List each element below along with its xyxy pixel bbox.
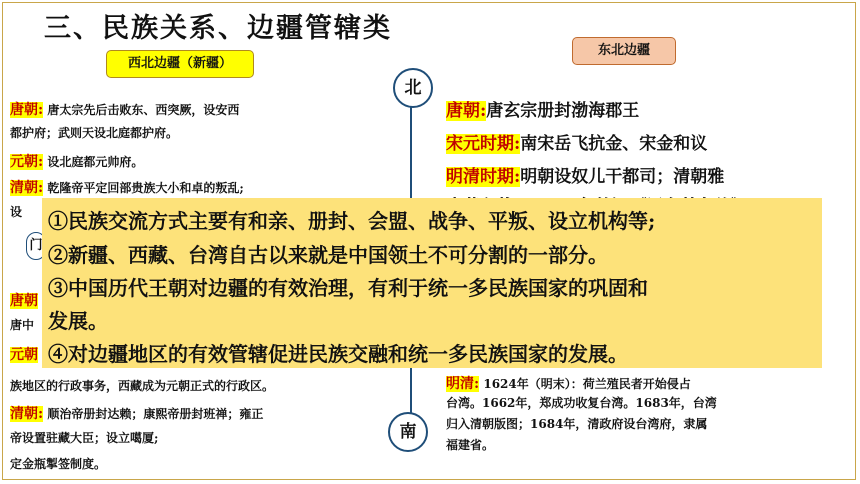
tibet-tang-cut-text: 唐中 [10, 318, 35, 332]
tibet-yuan-label: 元朝 [10, 347, 38, 363]
ne-tang-entry [446, 96, 639, 121]
nw-qing-text: 乾隆帝平定回部贵族大小和卓的叛乱; [47, 181, 244, 195]
summary-point-4: ④对边疆地区的有效管辖促进民族交融和统一多民族国家的发展。 [48, 342, 628, 366]
tibet-qing-entry [10, 403, 263, 423]
ne-mingqing-label: 明清时期: [446, 167, 521, 187]
summary-point-3-cont: 发展。 [48, 309, 108, 333]
taiwan-ming-text-4: 福建省。 [446, 438, 495, 452]
summary-point-3: ③中国历代王朝对边疆的有效治理，有利于统一多民族国家的巩固和 [48, 276, 648, 300]
ne-songyuan-label: 宋元时期: [446, 134, 521, 154]
nw-qing-entry [10, 177, 244, 197]
tibet-yuan-text: 族地区的行政事务，西藏成为元朝正式的行政区。 [10, 379, 275, 393]
ne-mingqing-entry [446, 162, 724, 187]
taiwan-ming-text-1: 1624年（明末）：荷兰殖民者开始侵占 [483, 377, 691, 391]
tibet-qing-text-2: 帝设置驻藏大臣；设立噶厦; [10, 431, 159, 445]
ne-songyuan-text: 南宋岳飞抗金、宋金和议 [520, 134, 708, 154]
nw-tang-entry [10, 99, 239, 119]
northwest-region-tag: 西北边疆（新疆） [106, 50, 254, 78]
ne-mingqing-text: 明朝设奴儿干都司；清朝雅 [520, 167, 725, 187]
nw-tang-text: 唐太宗先后击败东、西突厥，设安西 [47, 103, 240, 117]
nw-qing-cut-text: 设 [10, 205, 23, 219]
taiwan-ming-entry [446, 373, 691, 393]
nw-tang-text-2: 都护府；武则天设北庭都护府。 [10, 126, 179, 140]
nw-qing-label: 清朝: [10, 180, 44, 196]
ne-songyuan-entry [446, 129, 707, 154]
nw-tang-label: 唐朝: [10, 102, 44, 118]
page-title: 三、民族关系、边疆管辖类 [44, 13, 392, 44]
tibet-tag-stub: 门 [26, 232, 46, 260]
tibet-qing-text-1: 顺治帝册封达赖；康熙帝册封班禅；雍正 [47, 407, 264, 421]
nw-yuan-label: 元朝: [10, 154, 44, 170]
summary-point-2: ②新疆、西藏、台湾自古以来就是中国领土不可分割的一部分。 [48, 243, 608, 267]
nw-yuan-text: 设北庭都元帅府。 [47, 155, 144, 169]
taiwan-ming-label: 明清: [446, 376, 480, 392]
ne-tang-label: 唐朝: [446, 101, 487, 121]
taiwan-ming-text-2: 台湾。1662年，郑成功收复台湾。1683年，台湾 [446, 396, 717, 410]
tibet-yuan-entry [10, 344, 38, 364]
taiwan-ming-text-3: 归入清朝版图；1684年，清政府设台湾府，隶属 [446, 417, 708, 431]
tibet-qing-text-3: 定金瓶掣签制度。 [10, 457, 107, 471]
tibet-tang-entry [10, 290, 38, 310]
north-marker: 北 [393, 68, 433, 108]
tibet-qing-label: 清朝: [10, 406, 44, 422]
summary-point-1: ①民族交流方式主要有和亲、册封、会盟、战争、平叛、设立机构等; [48, 209, 656, 233]
ne-tang-text: 唐玄宗册封渤海郡王 [486, 101, 640, 121]
south-marker: 南 [388, 412, 428, 452]
northeast-region-tag: 东北边疆 [572, 37, 676, 65]
tibet-tang-label: 唐朝 [10, 293, 38, 309]
nw-yuan-entry [10, 151, 143, 171]
